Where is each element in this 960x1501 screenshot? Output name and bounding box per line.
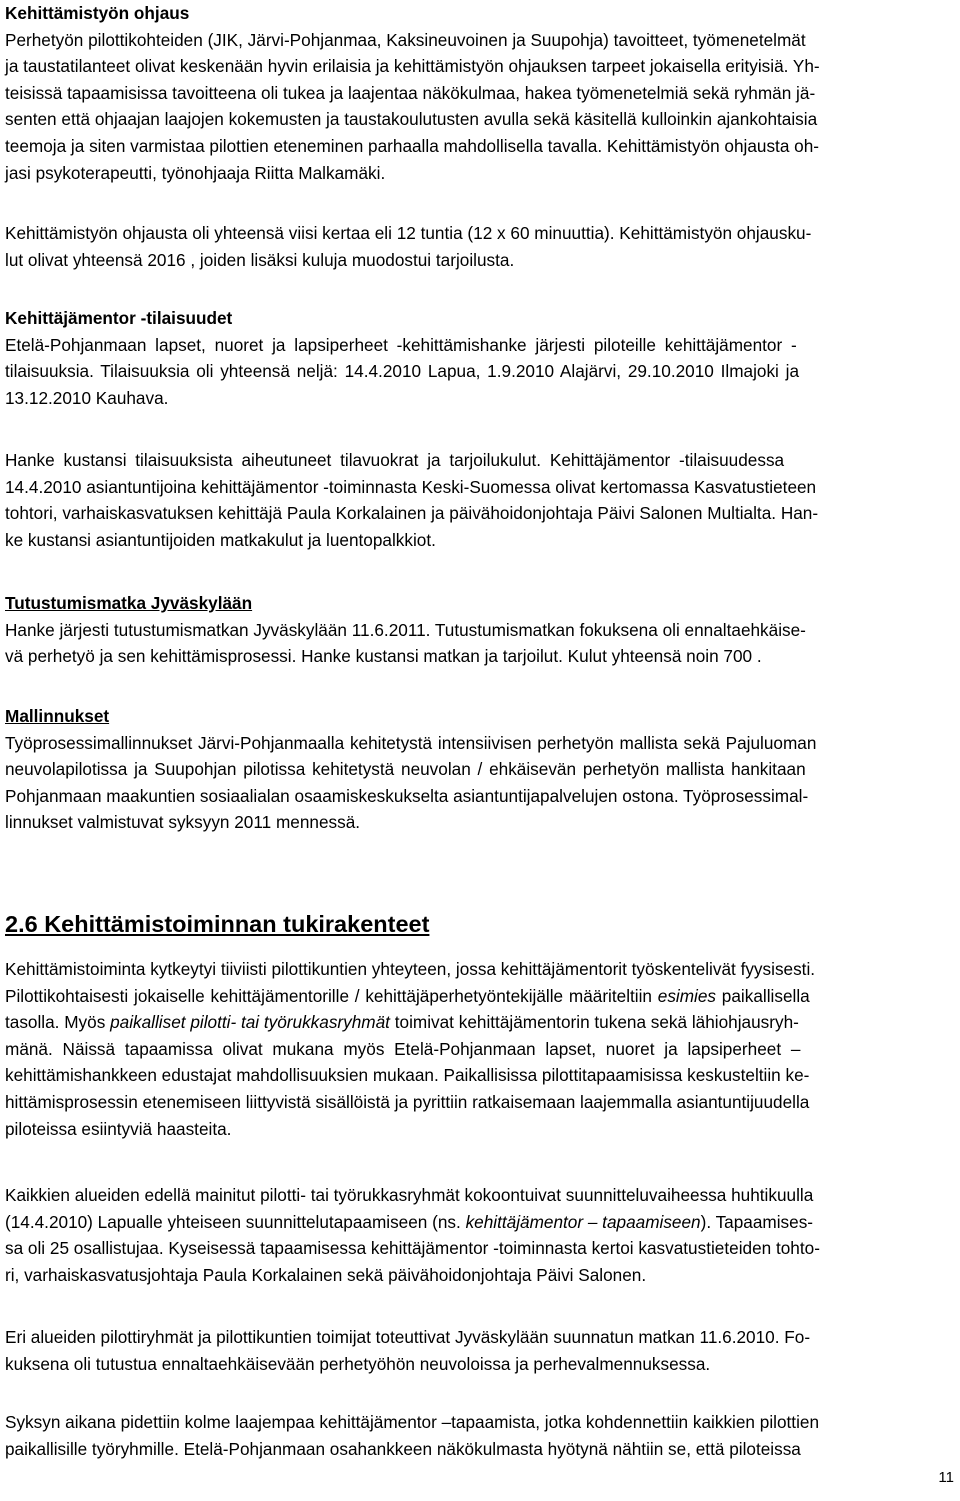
paragraph	[5, 1324, 955, 1377]
text-run: Pilottikohtaisesti jokaiselle kehittäjämentorille / kehittäjäperhetyöntekijälle määriteltiin	[5, 985, 658, 1006]
section-kehittamistyon-ohjaus	[5, 0, 955, 186]
text-line: paikallisille työryhmille. Etelä-Pohjanmaan osahankkeen näkökulmasta hyötynä nähtiin se, että piloteissa	[5, 1438, 801, 1459]
text-run: (14.4.2010) Lapualle yhteiseen suunnittelutapaamiseen (ns.	[5, 1211, 466, 1232]
section-kehittajamentor	[5, 305, 955, 411]
text-line: jasi psykoterapeutti, työnohjaaja Riitta Malkamäki.	[5, 162, 386, 183]
text-line: linnukset valmistuvat syksyyn 2011 mennessä.	[5, 812, 361, 833]
text-line: Kehittämistoiminta kytkeytyi tiiviisti pilottikuntien yhteyteen, jossa kehittäjämentorit työskentelivät fyysisesti.	[5, 959, 816, 979]
text-line: lut olivat yhteensä 2016 , joiden lisäksi kuluja muodostui tarjoilusta.	[5, 249, 515, 270]
text-line: Kaikkien alueiden edellä mainitut pilotti- tai työrukkasryhmät kokoontuivat suunnitteluvaiheessa huhtikuulla	[5, 1185, 814, 1205]
italic-text: esimies	[657, 985, 717, 1006]
section-mallinnukset	[5, 703, 955, 836]
text-line: kuksena oli tutustua ennaltaehkäisevään perhetyöhön neuvoloissa ja perhevalmennuksessa.	[5, 1353, 711, 1374]
text-line: piloteissa esiintyviä haasteita.	[5, 1118, 232, 1139]
text-run: ). Tapaamises-	[700, 1211, 814, 1232]
text-line: tilaisuuksia. Tilaisuuksia oli yhteensä neljä: 14.4.2010 Lapua, 1.9.2010 Alajärvi, 29.10.2010 Ilmajoki ja	[5, 361, 800, 382]
section-tutustumismatka	[5, 590, 955, 670]
text-line: sa oli 25 osallistujaa. Kyseisessä tapaamisessa kehittäjämentor -toiminnasta kertoi kasvatustieteiden tohto-	[5, 1238, 820, 1259]
italic-text: kehittäjämentor – tapaamiseen	[465, 1211, 701, 1232]
text-line: neuvolapilotissa ja Suupohjan pilotissa kehitetystä neuvolan / ehkäisevän perhetyön mallista hankitaan	[5, 759, 806, 780]
text-run: paikallisella	[716, 985, 810, 1006]
paragraph	[5, 1409, 955, 1462]
italic-text: paikalliset pilotti- tai työrukkasryhmät	[110, 1012, 390, 1033]
section-heading: Kehittämistyön ohjaus	[5, 3, 190, 23]
text-run: toimivat kehittäjämentorin tukena sekä lähiohjausryh-	[389, 1012, 799, 1033]
text-line: Hanke kustansi tilaisuuksista aiheutuneet tilavuokrat ja tarjoilukulut. Kehittäjämentor -tilaisuudessa	[5, 450, 785, 470]
text-line: Hanke järjesti tutustumismatkan Jyväskylään 11.6.2011. Tutustumismatkan fokuksena oli ennaltaehkäise-	[5, 619, 806, 640]
text-line: senten että ohjaajan laajojen kokemusten ja taustakoulutusten avulla sekä käsitellä kulloinkin ajankohtaisia	[5, 109, 818, 130]
paragraph	[5, 956, 955, 1142]
text-line: Eri alueiden pilottiryhmät ja pilottikuntien toimijat toteuttivat Jyväskylään suunnatun matkan 11.6.2010. Fo-	[5, 1327, 811, 1347]
text-line: 14.4.2010 asiantuntijoina kehittäjämentor -toiminnasta Keski-Suomessa olivat kertomassa Kasvatustieteen	[5, 476, 817, 497]
text-line: tohtori, varhaiskasvatuksen kehittäjä Paula Korkalainen ja päivähoidonjohtaja Päivi Salonen Multialta. Han-	[5, 503, 819, 524]
text-line: teisissä tapaamisissa tavoitteena oli tukea ja laajentaa näkökulmaa, hakea työmenetelmiä sekä ryhmän jä-	[5, 82, 816, 103]
text-line: ke kustansi asiantuntijoiden matkakulut ja luentopalkkiot.	[5, 529, 436, 550]
text-line: Syksyn aikana pidettiin kolme laajempaa kehittäjämentor –tapaamista, jotka kohdennettiin kaikkien pilottien	[5, 1412, 820, 1432]
text-line	[5, 983, 955, 1010]
page-number: 11	[938, 1469, 954, 1486]
paragraph	[5, 447, 955, 553]
text-run: tasolla. Myös	[5, 1012, 111, 1033]
text-line: Pohjanmaan maakuntien sosiaalialan osaamiskeskukselta asiantuntijapalvelujen ostona. Työprosessimal-	[5, 785, 809, 806]
text-line: 13.12.2010 Kauhava.	[5, 387, 169, 408]
chapter-heading: 2.6 Kehittämistoiminnan tukirakenteet	[5, 911, 430, 937]
section-heading: Kehittäjämentor -tilaisuudet	[5, 308, 233, 328]
text-line: hittämisprosessin etenemiseen liittyvistä sisällöistä ja pyrittiin ratkaisemaan laajemmalla asiantuntijuudella	[5, 1091, 810, 1112]
section-heading: Mallinnukset	[5, 706, 110, 726]
text-line: mänä. Näissä tapaamissa olivat mukana myös Etelä-Pohjanmaan lapset, nuoret ja lapsiperheet –	[5, 1038, 801, 1059]
text-line	[5, 1209, 955, 1236]
paragraph	[5, 27, 955, 187]
text-line	[5, 1009, 955, 1036]
text-line: teemoja ja siten varmistaa pilottien eteneminen parhaalla mahdollisella tavalla. Kehittämistyön ohjausta oh-	[5, 135, 819, 156]
text-line: ri, varhaiskasvatusjohtaja Paula Korkalainen sekä päivähoidonjohtaja Päivi Salonen.	[5, 1264, 647, 1285]
text-line: Työprosessimallinnukset Järvi-Pohjanmaalla kehitetystä intensiivisen perhetyön mallista sekä Pajuluoman	[5, 732, 817, 753]
text-line: kehittämishankkeen edustajat mahdollisuuksien mukaan. Paikallisissa pilottitapaamisissa keskusteltiin ke-	[5, 1065, 810, 1086]
text-line: Kehittämistyön ohjausta oli yhteensä viisi kertaa eli 12 tuntia (12 x 60 minuuttia). Kehittämistyön ohjausku-	[5, 223, 812, 243]
text-line: vä perhetyö ja sen kehittämisprosessi. Hanke kustansi matkan ja tarjoilut. Kulut yhteensä noin 700 .	[5, 646, 762, 667]
text-line: Perhetyön pilottikohteiden (JIK, Järvi-Pohjanmaa, Kaksineuvoinen ja Suupohja) tavoitteet, työmenetelmät	[5, 29, 806, 50]
section-heading: Tutustumismatka Jyväskylään	[5, 593, 253, 613]
text-line: Etelä-Pohjanmaan lapset, nuoret ja lapsiperheet -kehittämishanke järjesti piloteille kehittäjämentor -	[5, 334, 797, 355]
paragraph	[5, 220, 955, 273]
paragraph	[5, 1182, 955, 1288]
text-line: ja taustatilanteet olivat keskenään hyvin erilaisia ja kehittämistyön ohjauksen tarpeet jokaisella erityisiä. Yh-	[5, 56, 820, 77]
